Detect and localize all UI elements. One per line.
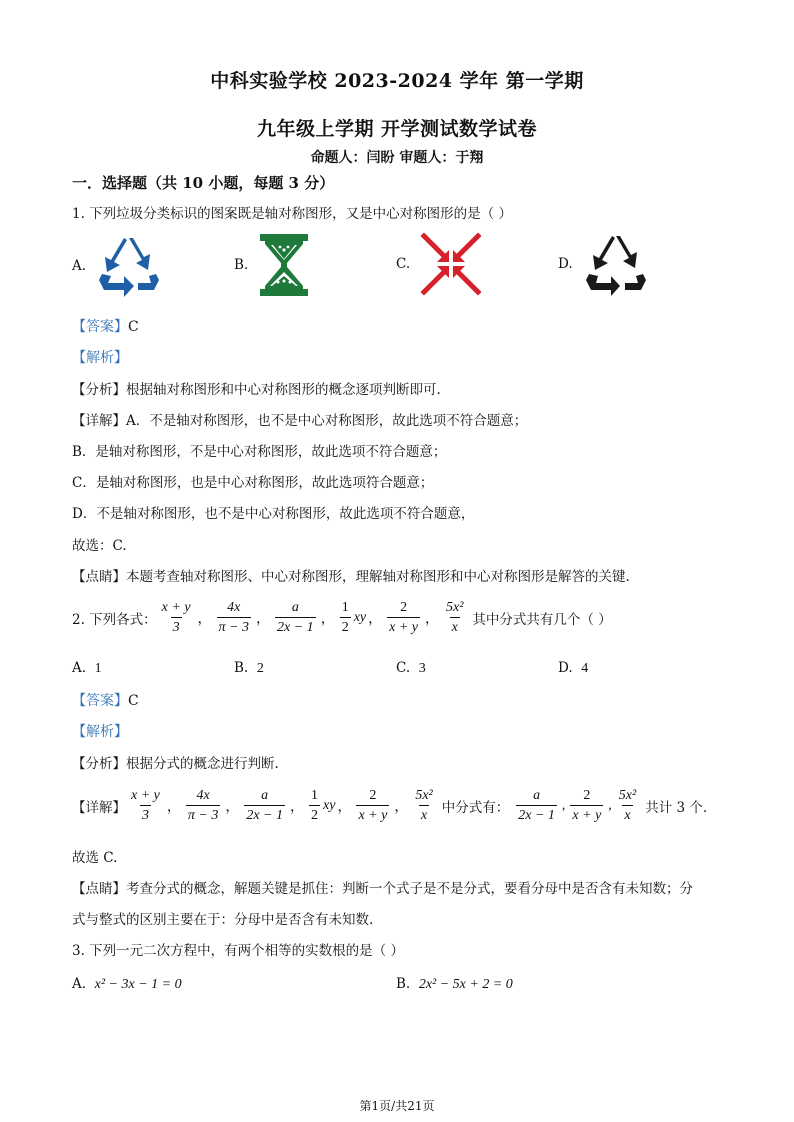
q1-line: 【分析】根据轴对称图形和中心对称图形的概念逐项判断即可. xyxy=(72,382,441,398)
exam-subtitle: 九年级上学期 开学测试数学试卷 xyxy=(256,118,538,140)
fraction: $\frac{1}{2}$ xyxy=(311,788,319,823)
q2-stem-prefix: 2. 下列各式： xyxy=(72,612,157,628)
q2-analysis-tag: 【解析】 xyxy=(72,724,128,740)
fraction: $\frac{1}{2}$ xyxy=(341,600,349,635)
q1-line: B．是轴对称图形，不是中心对称图形，故此选项不符合题意； xyxy=(72,444,447,460)
recycle-triangle-icon xyxy=(94,232,164,300)
fraction: $\frac{\text{5x²}}{x}$ xyxy=(618,788,637,823)
q2-note: 式与整式的区别主要在于：分母中是否含有未知数. xyxy=(72,912,374,928)
q1-stem: 1. 下列垃圾分类标识的图案既是轴对称图形，又是中心对称图形的是（ ） xyxy=(72,206,512,222)
hourglass-icon xyxy=(258,232,310,298)
inward-arrows-x-icon xyxy=(420,232,482,296)
q2-analysis: 【分析】根据分式的概念进行判断. xyxy=(72,756,279,772)
fraction: $\frac{\text{5x²}}{x}$ xyxy=(415,788,433,823)
q1-line: C．是轴对称图形，也是中心对称图形，故此选项符合题意； xyxy=(72,475,434,491)
fraction: $\frac{\text{5x²}}{x}$ xyxy=(446,600,464,635)
q1-answer xyxy=(72,316,139,336)
detail-mid: 中分式有： xyxy=(441,800,510,816)
fraction: $\frac{4x}{\pi - 3}$ xyxy=(187,788,219,823)
exam-authors: 命题人：闫盼 审题人：于翔 xyxy=(310,150,484,166)
q2-option-b: B. 2 xyxy=(234,660,264,676)
q1-line: 【点睛】本题考查轴对称图形、中心对称图形，理解轴对称图形和中心对称图形是解答的关键. xyxy=(72,569,630,585)
q2-stem-suffix: 其中分式共有几个（ ） xyxy=(472,612,612,628)
q1-line: 【详解】A．不是轴对称图形，也不是中心对称图形，故此选项不符合题意； xyxy=(72,413,528,429)
q1-line: D．不是轴对称图形，也不是中心对称图形，故此选项不符合题意， xyxy=(72,506,475,522)
recycle-triangle-icon xyxy=(583,232,649,296)
fraction: $\frac{4x}{\pi - 3}$ xyxy=(218,600,250,635)
q2-option-d: D. 4 xyxy=(558,660,589,676)
fraction: $\frac{a}{2x - 1}$ xyxy=(246,788,284,823)
q2-note: 【点睛】考查分式的概念，解题关键是抓住：判断一个式子是不是分式，要看分母中是否含有未知数；分 xyxy=(72,881,693,897)
fraction: $\frac{x + y}{3}$ xyxy=(161,600,191,635)
answer-tag: 【答案】 xyxy=(72,693,128,709)
q1-option-d xyxy=(558,232,649,296)
fraction: $\frac{2}{x + y}$ xyxy=(358,788,388,823)
answer-tag: 【答案】 xyxy=(72,319,128,335)
q3-option-a: A. x² − 3x − 1 = 0 xyxy=(72,976,182,992)
q1-option-a xyxy=(72,232,164,300)
q1-analysis-tag: 【解析】 xyxy=(72,350,128,366)
option-label: A. xyxy=(72,258,87,274)
fraction: $\frac{2}{x + y}$ xyxy=(389,600,418,635)
q1-option-b xyxy=(234,232,310,298)
q2-option-c: C. 3 xyxy=(396,660,426,676)
fraction: $\frac{x + y}{3}$ xyxy=(131,788,160,823)
q3-stem: 3. 下列一元二次方程中，有两个相等的实数根的是（ ） xyxy=(72,943,404,959)
q2-conclusion: 故选 C. xyxy=(72,850,118,866)
option-label: B. xyxy=(234,257,249,273)
fraction: $\frac{2}{x + y}$ xyxy=(572,788,602,823)
q1-option-c xyxy=(396,232,482,296)
fraction: $\frac{a}{2x - 1}$ xyxy=(277,600,314,635)
exam-title: 中科实验学校 2023-2024 学年 第一学期 xyxy=(210,70,584,92)
q3-option-b: B. 2x² − 5x + 2 = 0 xyxy=(396,976,513,992)
option-label: D. xyxy=(558,256,573,272)
fraction: $\frac{a}{2x - 1}$ xyxy=(518,788,555,823)
option-label: C. xyxy=(396,256,411,272)
detail-end: 共计 3 个. xyxy=(645,800,708,816)
q2-answer xyxy=(72,690,139,710)
answer-value: C xyxy=(128,693,139,709)
detail-tag: 【详解】 xyxy=(72,800,126,816)
q2-detail: 【详解】 $\frac{x + y}{3}$ ， $\frac{4x}{\pi - 3}$ ， $\frac{a}{2x - 1}$ ， $\frac{1}{2}$ xy ， $\frac{2}{x + y}$ ， $\frac{\text{5x²}}{x}$ 中分式有： $\frac{a}{2x - 1}$ , $\frac{2}{x + y}$ , $\frac{\text{5x²}}{x}$ 共计 3 个. xyxy=(72,788,708,823)
q1-line: 故选：C. xyxy=(72,538,127,554)
section-heading: 一．选择题（共 10 小题，每题 3 分） xyxy=(72,174,335,192)
page-number: 第1页/共21页 xyxy=(359,1099,435,1113)
answer-value: C xyxy=(128,319,139,335)
q2-stem: 2. 下列各式： $\frac{x + y}{3}$ ， $\frac{4x}{\pi - 3}$ ， $\frac{a}{2x - 1}$ ， $\frac{1}{2}$ xy ， $\frac{2}{x + y}$ ， $\frac{\text{5x²}}{x}$ 其中分式共有几个（ ） xyxy=(72,600,612,635)
q2-option-a: A. 1 xyxy=(72,660,102,676)
